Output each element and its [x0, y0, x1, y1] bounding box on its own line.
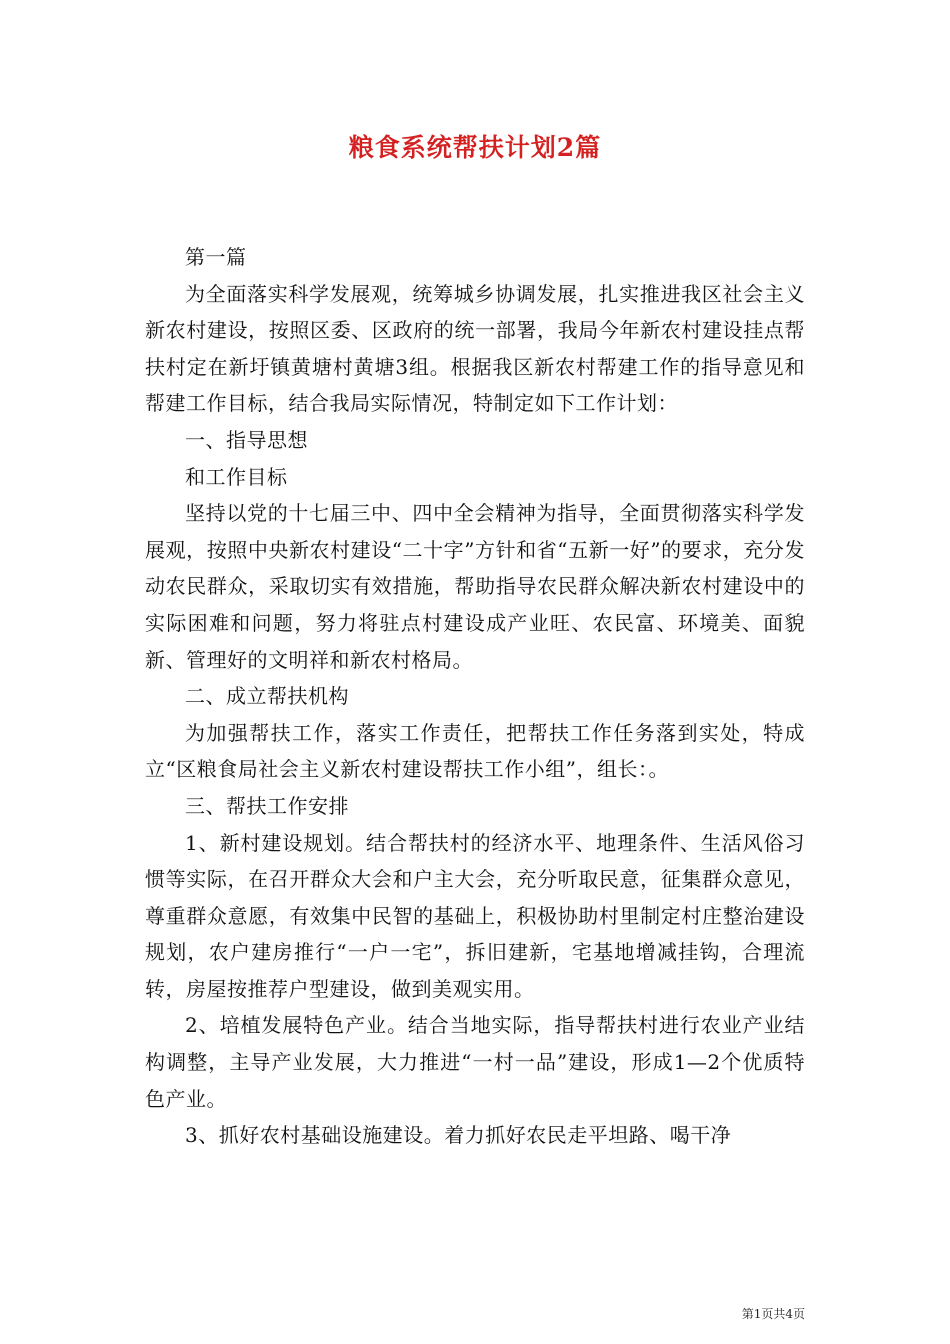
section-heading: 第一篇 [185, 245, 247, 269]
paragraph: 坚持以党的十七届三中、四中全会精神为指导，全面贯彻落实科学发展观，按照中央新农村建设“二十字”方针和省“五新一好”的要求，充分发动农民群众，采取切实有效措施，帮助指导农民群众解决新农村建设中的实际困难和问题，努力将驻点村建设成产业旺、农民富、环境美、面貌新、管理好的文明祥和新农村格局。 [145, 501, 805, 672]
section-heading: 和工作目标 [185, 464, 288, 489]
paragraph: 3、抓好农村基础设施建设。着力抓好农民走平坦路、喝干净 [185, 1123, 732, 1148]
document-body [145, 239, 805, 1154]
paragraph: 为全面落实科学发展观，统筹城乡协调发展，扎实推进我区社会主义新农村建设，按照区委、区政府的统一部署，我局今年新农村建设挂点帮扶村定在新圩镇黄塘村黄塘3组。根据我区新农村帮建工作的指导意见和帮建工作目标，结合我局实际情况，特制定如下工作计划： [145, 281, 805, 416]
section-heading: 三、帮扶工作安排 [185, 793, 349, 818]
paragraph: 2、培植发展特色产业。结合当地实际，指导帮扶村进行农业产业结构调整，主导产业发展，大力推进“一村一品”建设，形成1—2个优质特色产业。 [145, 1013, 805, 1111]
section-heading: 二、成立帮扶机构 [185, 684, 349, 709]
document-title: 粮食系统帮扶计划2篇 [348, 133, 602, 162]
page-number: 第1页共4页 [741, 1307, 805, 1321]
paragraph: 为加强帮扶工作，落实工作责任，把帮扶工作任务落到实处，特成立“区粮食局社会主义新农村建设帮扶工作小组”，组长：。 [145, 720, 805, 782]
section-heading: 一、指导思想 [185, 427, 308, 452]
paragraph: 1、新村建设规划。结合帮扶村的经济水平、地理条件、生活风俗习惯等实际，在召开群众大会和户主大会，充分听取民意，征集群众意见，尊重群众意愿，有效集中民智的基础上，积极协助村里制定村庄整治建设规划，农户建房推行“一户一宅”，拆旧建新，宅基地增减挂钩，合理流转，房屋按推荐户型建设，做到美观实用。 [145, 830, 805, 1001]
